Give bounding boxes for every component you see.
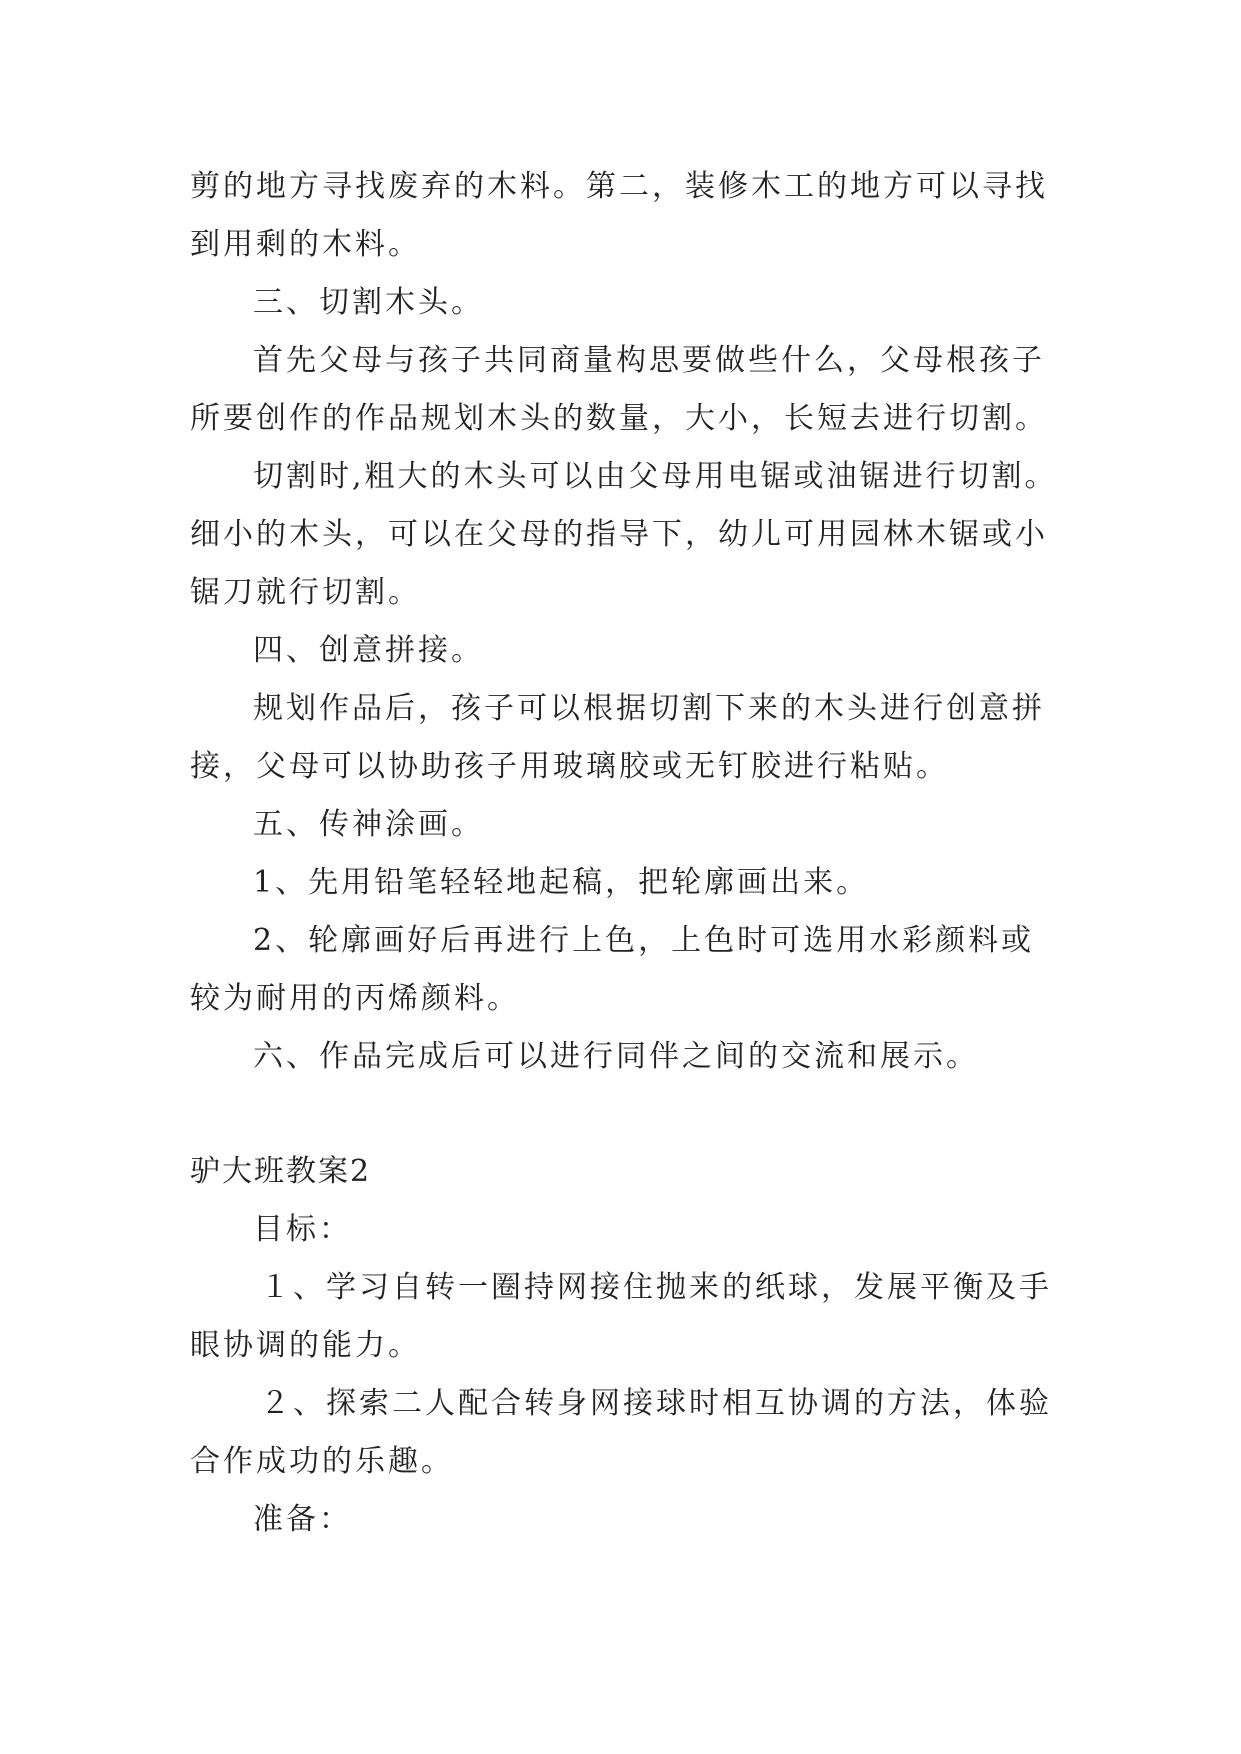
preparation-heading: 准备： (253, 1502, 352, 1537)
goal-item-1: １、学习自转一圈持网接住抛来的纸球，发展平衡及手 (260, 1270, 1052, 1305)
paragraph-line: 锯刀就行切割。 (190, 575, 421, 610)
paragraph-line: 剪的地方寻找废弃的木料。第二，装修木工的地方可以寻找 (190, 169, 1048, 204)
paragraph-line: 到用剩的木料。 (190, 227, 421, 262)
list-item-2: 2、轮廓画好后再进行上色，上色时可选用水彩颜料或 (253, 923, 1035, 958)
section-heading-6: 六、作品完成后可以进行同伴之间的交流和展示。 (253, 1039, 979, 1074)
goals-heading: 目标： (253, 1212, 352, 1247)
paragraph-line: 所要创作的作品规划木头的数量，大小，长短去进行切割。 (190, 401, 1048, 436)
section-heading-4: 四、创意拼接。 (253, 633, 484, 668)
section-heading-3: 三、切割木头。 (253, 285, 484, 320)
paragraph-line: 接，父母可以协助孩子用玻璃胶或无钉胶进行粘贴。 (190, 749, 949, 784)
list-item-1: 1、先用铅笔轻轻地起稿，把轮廓画出来。 (253, 865, 870, 900)
paragraph-line: 眼协调的能力。 (190, 1328, 421, 1363)
lesson-title: 驴大班教案2 (190, 1154, 372, 1189)
goal-item-2: ２、探索二人配合转身网接球时相互协调的方法，体验 (260, 1386, 1052, 1421)
section-heading-5: 五、传神涂画。 (253, 807, 484, 842)
paragraph-line: 切割时,粗大的木头可以由父母用电锯或油锯进行切割。 (253, 459, 1058, 494)
paragraph-line: 规划作品后，孩子可以根据切割下来的木头进行创意拼 (253, 691, 1045, 726)
paragraph-line: 合作成功的乐趣。 (190, 1444, 454, 1479)
paragraph-line: 细小的木头，可以在父母的指导下，幼儿可用园林木锯或小 (190, 517, 1048, 552)
paragraph-line: 较为耐用的丙烯颜料。 (190, 981, 520, 1016)
paragraph-line: 首先父母与孩子共同商量构思要做些什么，父母根孩子 (253, 343, 1045, 378)
